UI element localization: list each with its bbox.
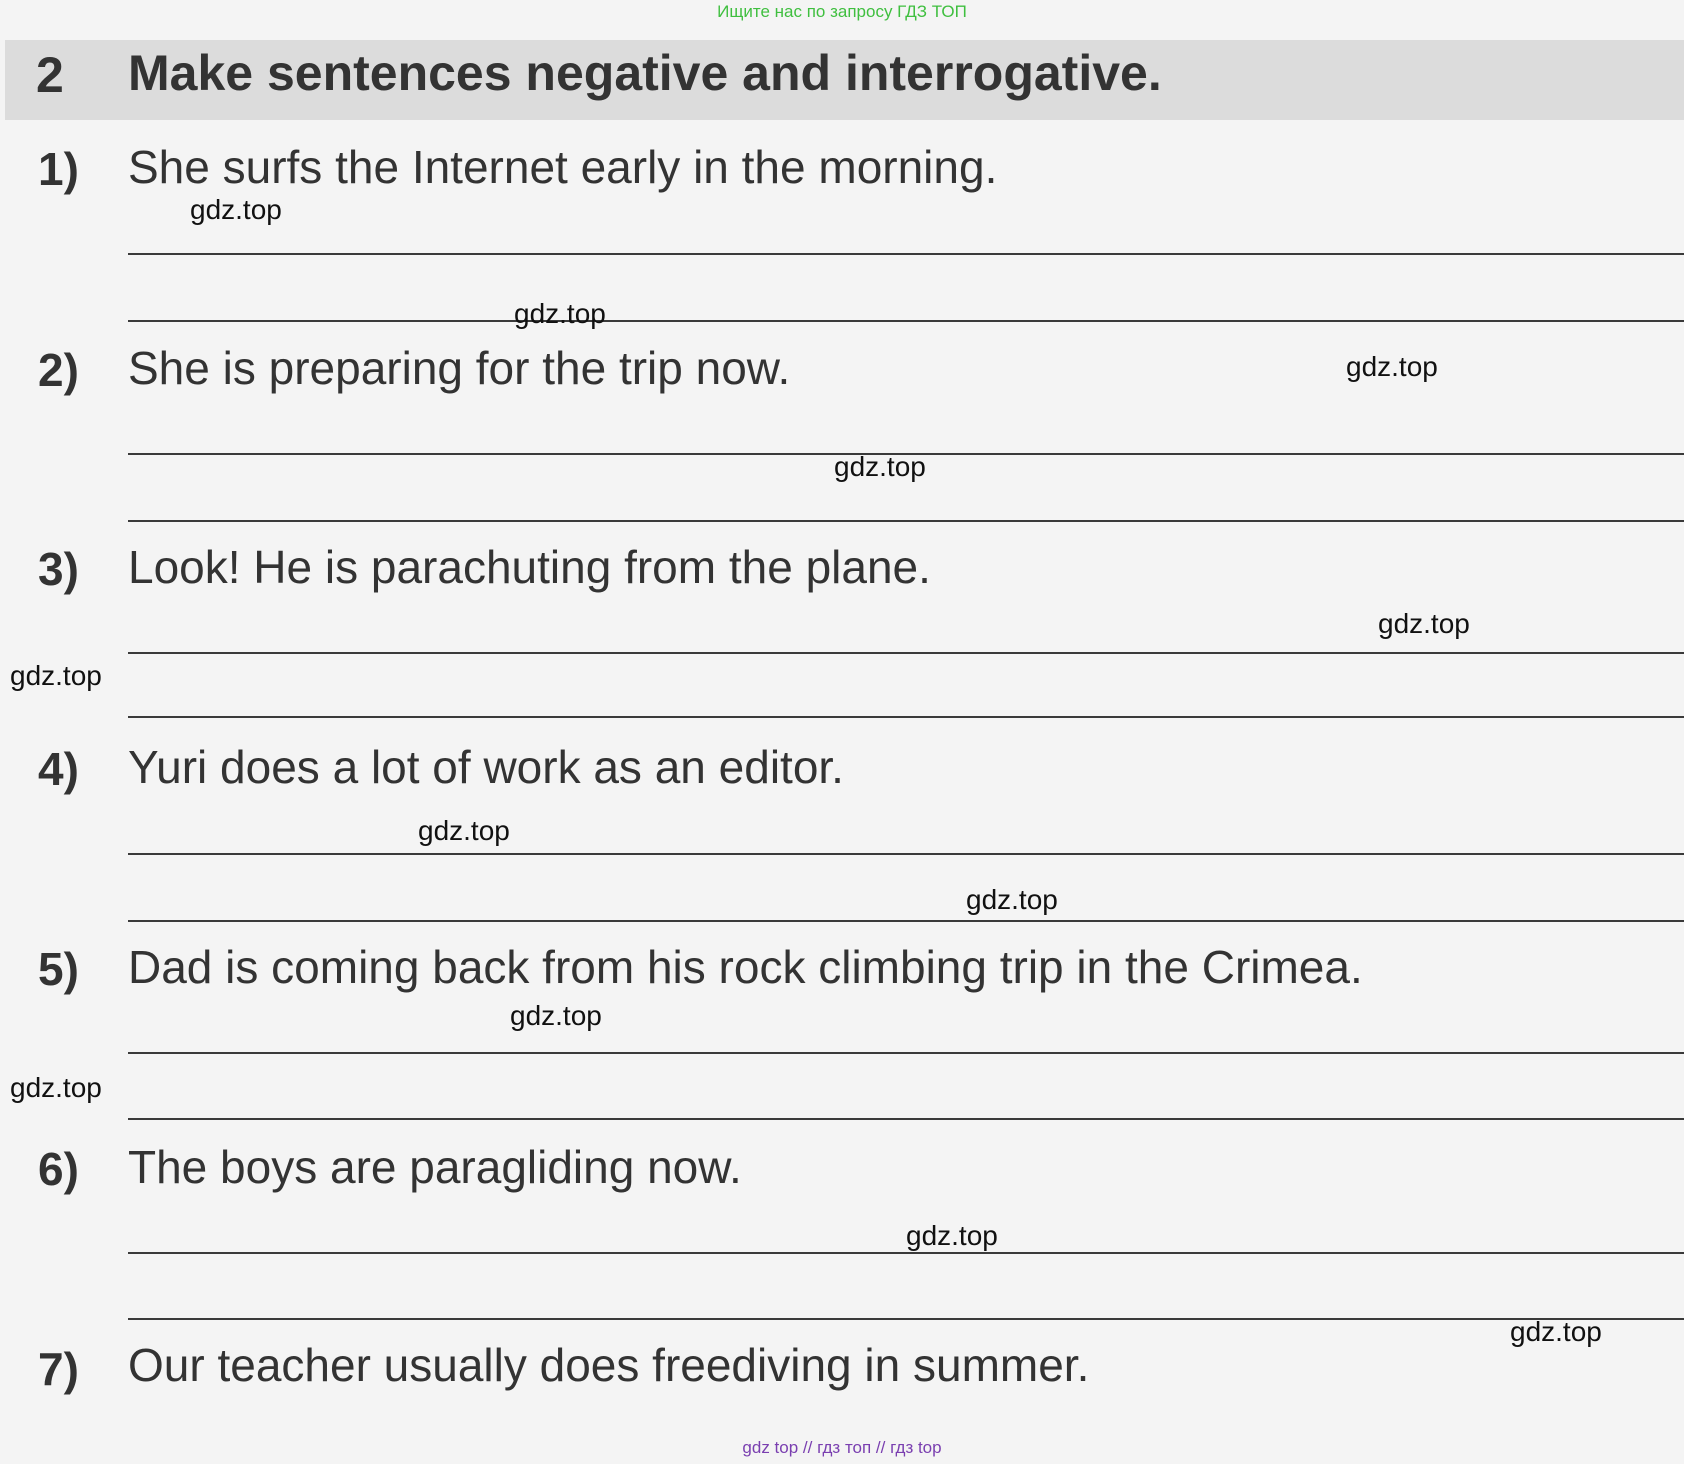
item-number-6: 6) bbox=[38, 1143, 79, 1195]
watermark: gdz.top bbox=[1378, 608, 1470, 639]
answer-line[interactable] bbox=[128, 320, 1684, 322]
item-number-4: 4) bbox=[38, 743, 79, 795]
watermark: gdz.top bbox=[1510, 1316, 1602, 1347]
answer-line[interactable] bbox=[128, 1318, 1684, 1320]
item-text-4: Yuri does a lot of work as an editor. bbox=[128, 741, 844, 793]
item-number-3: 3) bbox=[38, 543, 79, 595]
answer-line[interactable] bbox=[128, 716, 1684, 718]
answer-line[interactable] bbox=[128, 652, 1684, 654]
top-search-banner[interactable]: Ищите нас по запросу ГДЗ ТОП bbox=[717, 2, 967, 21]
watermark: gdz.top bbox=[190, 194, 282, 225]
answer-line[interactable] bbox=[128, 1252, 1684, 1254]
item-text-3: Look! He is parachuting from the plane. bbox=[128, 541, 931, 593]
watermark: gdz.top bbox=[418, 815, 510, 846]
item-text-6: The boys are paragliding now. bbox=[128, 1141, 742, 1193]
watermark: gdz.top bbox=[834, 451, 926, 482]
answer-line[interactable] bbox=[128, 520, 1684, 522]
watermark: gdz.top bbox=[10, 1072, 102, 1103]
item-text-1: She surfs the Internet early in the morning. bbox=[128, 141, 998, 193]
watermark: gdz.top bbox=[966, 884, 1058, 915]
watermark: gdz.top bbox=[510, 1000, 602, 1031]
item-text-7: Our teacher usually does freediving in summer. bbox=[128, 1339, 1090, 1391]
answer-line[interactable] bbox=[128, 920, 1684, 922]
watermark: gdz.top bbox=[514, 298, 606, 329]
item-number-5: 5) bbox=[38, 943, 79, 995]
answer-line[interactable] bbox=[128, 1052, 1684, 1054]
item-number-7: 7) bbox=[38, 1343, 79, 1395]
answer-line[interactable] bbox=[128, 853, 1684, 855]
item-number-1: 1) bbox=[38, 143, 79, 195]
exercise-number: 2 bbox=[36, 47, 64, 103]
answer-line[interactable] bbox=[128, 253, 1684, 255]
watermark: gdz.top bbox=[906, 1220, 998, 1251]
exercise-title: Make sentences negative and interrogative. bbox=[128, 45, 1162, 101]
bottom-site-banner[interactable]: gdz top // гдз топ // гдз top bbox=[742, 1438, 942, 1457]
watermark: gdz.top bbox=[1346, 351, 1438, 382]
item-number-2: 2) bbox=[38, 344, 79, 396]
item-text-2: She is preparing for the trip now. bbox=[128, 342, 791, 394]
answer-line[interactable] bbox=[128, 1118, 1684, 1120]
watermark: gdz.top bbox=[10, 660, 102, 691]
item-text-5: Dad is coming back from his rock climbing trip in the Crimea. bbox=[128, 941, 1363, 993]
